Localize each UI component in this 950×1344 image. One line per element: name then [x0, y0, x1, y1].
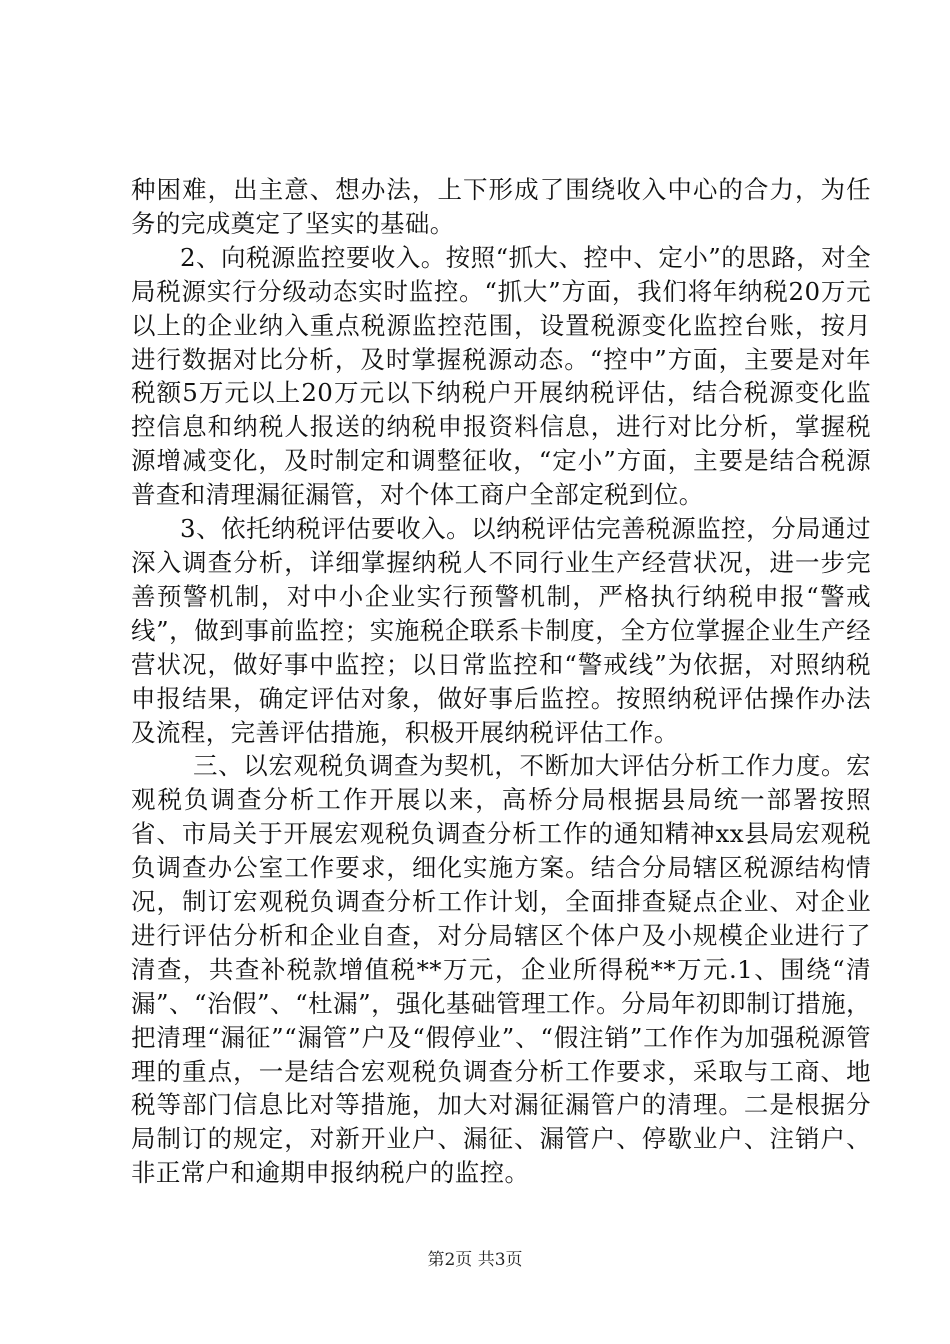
paragraph-1: 种困难，出主意、想办法，上下形成了围绕收入中心的合力，为任务的完成奠定了坚实的基础。	[131, 175, 871, 238]
document-body	[131, 173, 871, 1190]
paragraph-2: 2、向税源监控要收入。按照“抓大、控中、定小”的思路，对全局税源实行分级动态实时监控。“抓大”方面，我们将年纳税20万元以上的企业纳入重点税源监控范围，设置税源变化监控台账，按月进行数据对比分析，及时掌握税源动态。“控中”方面，主要是对年税额5万元以上20万元以下纳税户开展纳税评估，结合税源变化监控信息和纳税人报送的纳税申报资料信息，进行对比分析，掌握税源增减变化，及时制定和调整征收，“定小”方面，主要是结合税源普查和清理漏征漏管，对个体工商户全部定税到位。	[131, 242, 871, 510]
paragraph-4: 三、以宏观税负调查为契机，不断加大评估分析工作力度。宏观税负调查分析工作开展以来，高桥分局根据县局统一部署按照省、市局关于开展宏观税负调查分析工作的通知精神xx县局宏观税负调查办公室工作要求，细化实施方案。结合分局辖区税源结构情况，制订宏观税负调查分析工作计划，全面排查疑点企业、对企业进行评估分析和企业自查，对分局辖区个体户及小规模企业进行了清查，共查补税款增值税**万元，企业所得税**万元.1、围绕“清漏”、“治假”、“杜漏”，强化基础管理工作。分局年初即制订措施，把清理“漏征”“漏管”户及“假停业”、“假注销”工作作为加强税源管理的重点，一是结合宏观税负调查分析工作要求，采取与工商、地税等部门信息比对等措施，加大对漏征漏管户的清理。二是根据分局制订的规定，对新开业户、漏征、漏管户、停歇业户、注销户、非正常户和逾期申报纳税户的监控。	[131, 751, 871, 1188]
paragraph-3: 3、依托纳税评估要收入。以纳税评估完善税源监控，分局通过深入调查分析，详细掌握纳税人不同行业生产经营状况，进一步完善预警机制，对中小企业实行预警机制，严格执行纳税申报“警戒线”，做到事前监控；实施税企联系卡制度，全方位掌握企业生产经营状况，做好事中监控；以日常监控和“警戒线”为依据，对照纳税申报结果，确定评估对象，做好事后监控。按照纳税评估操作办法及流程，完善评估措施，积极开展纳税评估工作。	[131, 514, 871, 747]
page-number-footer: 第2页 共3页	[427, 1250, 523, 1270]
